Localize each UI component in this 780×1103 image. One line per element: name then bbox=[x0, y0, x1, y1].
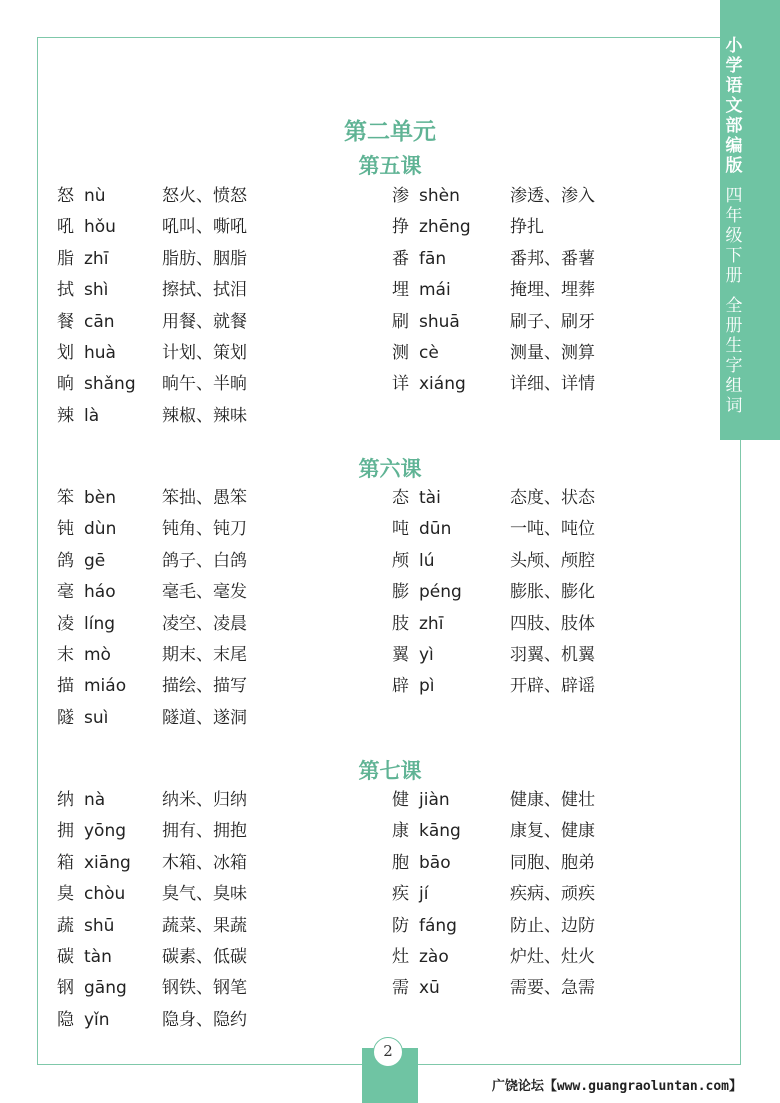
entry-words: 防止、边防 bbox=[510, 915, 595, 936]
entry-pinyin: nù bbox=[84, 186, 106, 206]
entry-words: 炉灶、灶火 bbox=[510, 947, 595, 967]
word-entry bbox=[392, 215, 692, 239]
entry-words: 期末、末尾 bbox=[162, 645, 247, 665]
entry-pinyin: shì bbox=[84, 280, 109, 301]
entry-words: 刷子、刷牙 bbox=[510, 311, 595, 332]
entry-character: 埋 bbox=[392, 280, 409, 301]
word-entry bbox=[392, 580, 692, 604]
footer-site: 广饶论坛【www.guangraoluntan.com】 bbox=[491, 1079, 742, 1094]
side-label-char: 四 bbox=[725, 186, 743, 206]
entry-words: 挣扎 bbox=[510, 217, 544, 238]
entry-pinyin: chòu bbox=[84, 884, 126, 905]
side-label-char: 册 bbox=[725, 316, 743, 336]
word-entry bbox=[57, 486, 357, 510]
entry-words: 晌午、半晌 bbox=[162, 374, 247, 395]
entry-pinyin: huà bbox=[84, 343, 116, 363]
entry-character: 灶 bbox=[392, 947, 409, 967]
entry-pinyin: dūn bbox=[419, 519, 452, 540]
word-entry bbox=[57, 404, 357, 428]
entry-words: 描绘、描写 bbox=[162, 676, 247, 697]
side-label-char: 年 bbox=[725, 206, 743, 226]
entry-character: 蔬 bbox=[57, 915, 74, 936]
word-entry bbox=[392, 549, 692, 573]
side-label-grade bbox=[722, 186, 746, 286]
entry-pinyin: yì bbox=[419, 645, 434, 665]
entry-character: 凌 bbox=[57, 613, 74, 634]
entry-pinyin: tài bbox=[419, 488, 441, 508]
page-number: 2 bbox=[373, 1037, 403, 1067]
entry-pinyin: líng bbox=[84, 613, 116, 634]
entry-character: 防 bbox=[392, 915, 409, 936]
entry-pinyin: yōng bbox=[84, 821, 127, 842]
entry-words: 钝角、钝刀 bbox=[162, 519, 247, 540]
entry-pinyin: cān bbox=[84, 311, 115, 332]
entry-pinyin: shǎng bbox=[84, 374, 136, 395]
entry-character: 末 bbox=[57, 645, 74, 665]
entry-pinyin: shèn bbox=[419, 186, 460, 206]
entry-words: 辣椒、辣味 bbox=[162, 405, 247, 426]
entry-character: 膨 bbox=[392, 582, 409, 603]
word-entry bbox=[392, 247, 692, 271]
entry-pinyin: fān bbox=[419, 248, 447, 269]
entry-character: 隧 bbox=[57, 707, 74, 728]
entry-character: 胞 bbox=[392, 852, 409, 873]
entry-character: 鸽 bbox=[57, 550, 74, 571]
word-entry bbox=[392, 674, 692, 698]
entry-character: 脂 bbox=[57, 248, 74, 269]
entry-pinyin: péng bbox=[419, 582, 462, 603]
entry-character: 笨 bbox=[57, 488, 74, 508]
entry-character: 刷 bbox=[392, 311, 409, 332]
word-entry bbox=[392, 914, 692, 938]
entry-words: 隐身、隐约 bbox=[162, 1009, 247, 1030]
entry-pinyin: gāng bbox=[84, 978, 127, 999]
entry-words: 毫毛、毫发 bbox=[162, 582, 247, 603]
entry-pinyin: xiāng bbox=[84, 852, 131, 873]
entry-words: 四肢、肢体 bbox=[510, 613, 595, 634]
entry-character: 吨 bbox=[392, 519, 409, 540]
entry-character: 康 bbox=[392, 821, 409, 842]
entry-character: 划 bbox=[57, 343, 74, 363]
entry-pinyin: suì bbox=[84, 707, 109, 728]
word-entry bbox=[57, 580, 357, 604]
side-label-char: 部 bbox=[725, 116, 743, 136]
word-entry bbox=[57, 788, 357, 812]
word-entry bbox=[392, 882, 692, 906]
entry-character: 晌 bbox=[57, 374, 74, 395]
word-entry bbox=[392, 486, 692, 510]
side-label-char: 全 bbox=[725, 296, 743, 316]
word-entry bbox=[57, 1008, 357, 1032]
entry-character: 臭 bbox=[57, 884, 74, 905]
word-entry bbox=[57, 914, 357, 938]
word-entry bbox=[392, 372, 692, 396]
entry-character: 疾 bbox=[392, 884, 409, 905]
entry-character: 吼 bbox=[57, 217, 74, 238]
entry-character: 挣 bbox=[392, 217, 409, 238]
word-entry bbox=[57, 247, 357, 271]
entry-pinyin: bāo bbox=[419, 852, 451, 873]
side-label-char: 文 bbox=[725, 96, 743, 116]
entry-pinyin: bèn bbox=[84, 488, 117, 508]
entry-words: 笨拙、愚笨 bbox=[162, 488, 247, 508]
entry-words: 康复、健康 bbox=[510, 821, 595, 842]
word-entry bbox=[392, 945, 692, 969]
entry-words: 拥有、拥抱 bbox=[162, 821, 247, 842]
entry-pinyin: xiáng bbox=[419, 374, 466, 395]
entry-words: 脂肪、胭脂 bbox=[162, 248, 247, 269]
side-label-char: 册 bbox=[725, 266, 743, 286]
entry-character: 肢 bbox=[392, 613, 409, 634]
entry-character: 钝 bbox=[57, 519, 74, 540]
word-entry bbox=[57, 945, 357, 969]
side-label-char: 级 bbox=[725, 226, 743, 246]
entry-words: 渗透、渗入 bbox=[510, 186, 595, 206]
entry-character: 隐 bbox=[57, 1009, 74, 1030]
entry-character: 箱 bbox=[57, 852, 74, 873]
side-label-char: 词 bbox=[725, 396, 743, 416]
word-entry bbox=[57, 643, 357, 667]
entry-character: 番 bbox=[392, 248, 409, 269]
side-label-char: 生 bbox=[725, 336, 743, 356]
side-label-char: 小 bbox=[725, 36, 743, 56]
entry-character: 测 bbox=[392, 343, 409, 363]
entry-pinyin: dùn bbox=[84, 519, 117, 540]
entry-words: 态度、状态 bbox=[510, 488, 595, 508]
entry-pinyin: miáo bbox=[84, 676, 127, 697]
entry-pinyin: xū bbox=[419, 978, 440, 999]
word-entry bbox=[57, 310, 357, 334]
entry-character: 拭 bbox=[57, 280, 74, 301]
entry-words: 钢铁、钢笔 bbox=[162, 978, 247, 999]
entry-pinyin: zhī bbox=[419, 613, 444, 634]
side-label-char: 版 bbox=[725, 156, 743, 176]
entry-character: 颅 bbox=[392, 550, 409, 571]
word-entry bbox=[392, 788, 692, 812]
word-entry bbox=[57, 215, 357, 239]
entry-character: 辣 bbox=[57, 405, 74, 426]
entry-pinyin: nà bbox=[84, 790, 106, 810]
entry-character: 详 bbox=[392, 374, 409, 395]
lesson-title: 第五课 bbox=[358, 154, 422, 178]
word-entry bbox=[392, 310, 692, 334]
entry-character: 辟 bbox=[392, 676, 409, 697]
word-entry bbox=[392, 278, 692, 302]
entry-words: 需要、急需 bbox=[510, 978, 595, 999]
entry-words: 同胞、胞弟 bbox=[510, 852, 595, 873]
entry-words: 头颅、颅腔 bbox=[510, 550, 595, 571]
entry-character: 毫 bbox=[57, 582, 74, 603]
entry-words: 凌空、凌晨 bbox=[162, 613, 247, 634]
entry-words: 详细、详情 bbox=[510, 374, 595, 395]
entry-character: 渗 bbox=[392, 186, 409, 206]
entry-words: 木箱、冰箱 bbox=[162, 852, 247, 873]
entry-words: 番邦、番薯 bbox=[510, 248, 595, 269]
entry-character: 态 bbox=[392, 488, 409, 508]
entry-character: 拥 bbox=[57, 821, 74, 842]
side-label-char: 编 bbox=[725, 136, 743, 156]
word-entry bbox=[57, 819, 357, 843]
word-entry bbox=[392, 517, 692, 541]
entry-words: 健康、健壮 bbox=[510, 790, 595, 810]
entry-pinyin: kāng bbox=[419, 821, 461, 842]
entry-character: 钢 bbox=[57, 978, 74, 999]
word-entry bbox=[392, 612, 692, 636]
entry-character: 描 bbox=[57, 676, 74, 697]
entry-character: 健 bbox=[392, 790, 409, 810]
entry-words: 疾病、顽疾 bbox=[510, 884, 595, 905]
entry-words: 怒火、愤怒 bbox=[162, 186, 247, 206]
entry-words: 一吨、吨位 bbox=[510, 519, 595, 540]
entry-words: 测量、测算 bbox=[510, 343, 595, 363]
entry-words: 计划、策划 bbox=[162, 343, 247, 363]
word-entry bbox=[57, 517, 357, 541]
entry-words: 掩埋、埋葬 bbox=[510, 280, 595, 301]
entry-character: 纳 bbox=[57, 790, 74, 810]
entry-character: 碳 bbox=[57, 947, 74, 967]
entry-pinyin: tàn bbox=[84, 947, 112, 967]
word-entry bbox=[392, 184, 692, 208]
word-entry bbox=[57, 372, 357, 396]
side-label-char: 学 bbox=[725, 56, 743, 76]
word-entry bbox=[57, 184, 357, 208]
entry-pinyin: mò bbox=[84, 645, 111, 665]
word-entry bbox=[392, 976, 692, 1000]
entry-words: 擦拭、拭泪 bbox=[162, 280, 247, 301]
entry-words: 隧道、遂洞 bbox=[162, 707, 247, 728]
entry-pinyin: hǒu bbox=[84, 217, 116, 238]
entry-pinyin: jiàn bbox=[419, 790, 450, 810]
word-entry bbox=[57, 976, 357, 1000]
entry-pinyin: mái bbox=[419, 280, 451, 301]
lesson-title: 第六课 bbox=[358, 457, 422, 481]
entry-words: 开辟、辟谣 bbox=[510, 676, 595, 697]
entry-pinyin: shū bbox=[84, 915, 115, 936]
word-entry bbox=[392, 851, 692, 875]
entry-pinyin: fáng bbox=[419, 915, 457, 936]
entry-pinyin: jí bbox=[419, 884, 429, 905]
entry-words: 羽翼、机翼 bbox=[510, 645, 595, 665]
entry-pinyin: gē bbox=[84, 550, 106, 571]
word-entry bbox=[392, 341, 692, 365]
side-label-char: 下 bbox=[725, 246, 743, 266]
side-label bbox=[722, 36, 746, 416]
word-entry bbox=[57, 706, 357, 730]
entry-words: 吼叫、嘶吼 bbox=[162, 217, 247, 238]
word-entry bbox=[392, 819, 692, 843]
entry-pinyin: háo bbox=[84, 582, 116, 603]
word-entry bbox=[57, 851, 357, 875]
entry-pinyin: zào bbox=[419, 947, 449, 967]
entry-words: 鸽子、白鸽 bbox=[162, 550, 247, 571]
entry-pinyin: pì bbox=[419, 676, 435, 697]
entry-words: 纳米、归纳 bbox=[162, 790, 247, 810]
word-entry bbox=[392, 643, 692, 667]
entry-pinyin: zhī bbox=[84, 248, 109, 269]
entry-words: 臭气、臭味 bbox=[162, 884, 247, 905]
entry-words: 用餐、就餐 bbox=[162, 311, 247, 332]
entry-character: 翼 bbox=[392, 645, 409, 665]
word-entry bbox=[57, 612, 357, 636]
side-label-topic bbox=[722, 296, 746, 416]
word-entry bbox=[57, 278, 357, 302]
entry-character: 怒 bbox=[57, 186, 74, 206]
word-entry bbox=[57, 341, 357, 365]
entry-pinyin: shuā bbox=[419, 311, 460, 332]
lesson-title: 第七课 bbox=[358, 759, 422, 783]
word-entry bbox=[57, 882, 357, 906]
unit-title: 第二单元 bbox=[344, 119, 436, 145]
entry-character: 需 bbox=[392, 978, 409, 999]
side-label-char: 组 bbox=[725, 376, 743, 396]
entry-words: 蔬菜、果蔬 bbox=[162, 915, 247, 936]
side-label-char: 字 bbox=[725, 356, 743, 376]
side-label-char: 语 bbox=[725, 76, 743, 96]
entry-pinyin: cè bbox=[419, 343, 439, 363]
entry-pinyin: zhēng bbox=[419, 217, 471, 238]
word-entry bbox=[57, 674, 357, 698]
entry-character: 餐 bbox=[57, 311, 74, 332]
entry-words: 碳素、低碳 bbox=[162, 947, 247, 967]
entry-pinyin: yǐn bbox=[84, 1009, 110, 1030]
entry-pinyin: là bbox=[84, 405, 100, 426]
entry-words: 膨胀、膨化 bbox=[510, 582, 595, 603]
word-entry bbox=[57, 549, 357, 573]
entry-pinyin: lú bbox=[419, 550, 435, 571]
